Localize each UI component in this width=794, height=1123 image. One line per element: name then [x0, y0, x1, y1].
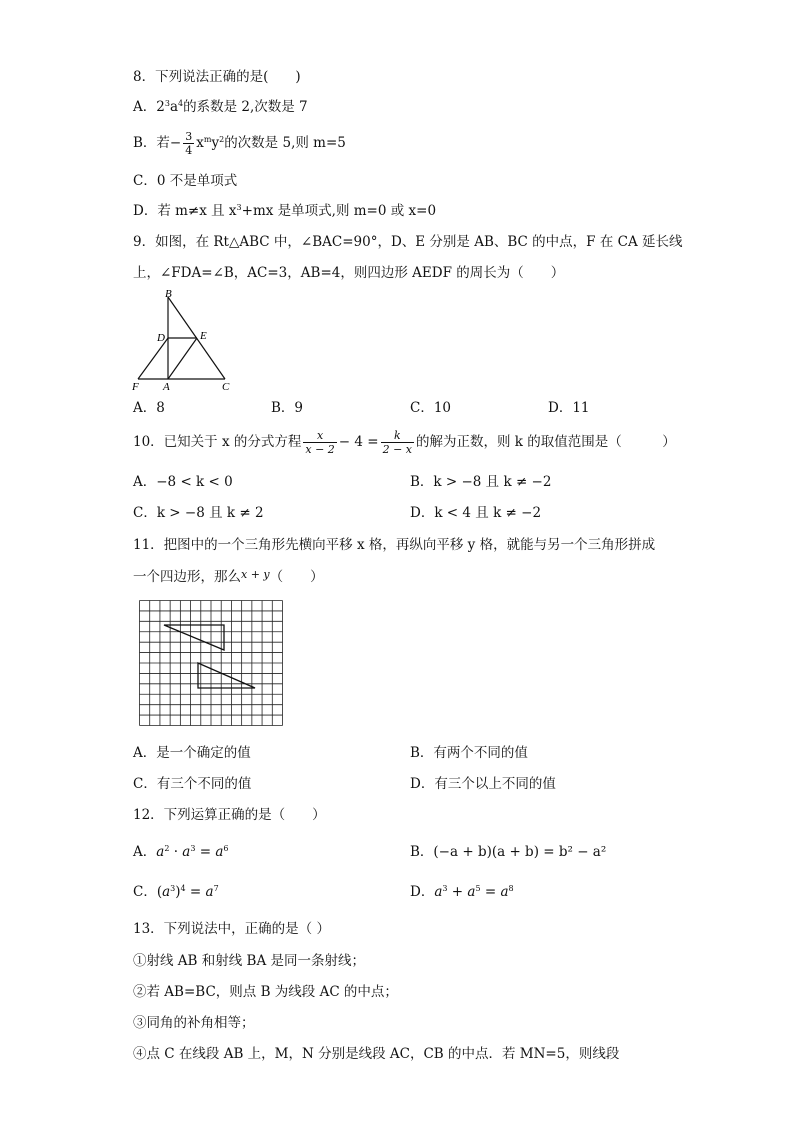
q12-stem: 12．下列运算正确的是（ ） [133, 807, 326, 823]
segment-fd [138, 338, 168, 379]
q9-stem-line2: 上，∠FDA=∠B，AC=3，AB=4，则四边形 AEDF 的周长为（ ） [133, 265, 565, 281]
q9-option-d: D．11 [548, 400, 590, 416]
q12-option-d: D．$a^3 + a^5 = a^8$ [410, 884, 514, 900]
triangle-lower [198, 663, 255, 688]
q8-option-b: B．若− $\frac{3}{4}$ $x^my^2$的次数是 5,则 m=5 [133, 130, 346, 157]
q9-option-c: C．10 [410, 400, 452, 416]
q11-stem-line2: 一个四边形，那么$^{x + y}$（ ） [133, 568, 324, 585]
label-a: A [163, 381, 170, 393]
q13-stem: 13．下列说法中，正确的是（ ） [133, 921, 330, 937]
q9-stem-line1: 9．如图，在 Rt△ABC 中，∠BAC=90°，D、E 分别是 AB、BC 的中点，F 在 CA 延长线 [133, 234, 683, 250]
q13-item-2: ②若 AB=BC，则点 B 为线段 AC 的中点； [133, 984, 398, 1000]
q12-option-a: A．$a^2 \cdot a^3 = a^6$ [133, 844, 229, 860]
q11-stem-line1: 11．把图中的一个三角形先横向平移 x 格，再纵向平移 y 格，就能与另一个三角形拼成 [133, 537, 656, 553]
q11-option-d: D．有三个以上不同的值 [410, 776, 556, 792]
q11-option-a: A．是一个确定的值 [133, 745, 251, 761]
q9-option-b: B．9 [271, 400, 304, 416]
label-b: B [165, 288, 172, 300]
q12-option-b: B．(−a + b)(a + b) = b² − a² [410, 844, 607, 860]
q8-stem: 8．下列说法正确的是( ) [133, 69, 301, 85]
label-f: F [132, 381, 139, 393]
triangle-upper [164, 625, 224, 650]
label-d: D [157, 332, 165, 344]
q11-grid-figure [139, 600, 283, 728]
q13-item-3: ③同角的补角相等； [133, 1015, 255, 1031]
label-e: E [200, 330, 207, 342]
q10-option-a: A．−8 < k < 0 [133, 474, 233, 490]
q10-option-d: D．k < 4 且 k ≠ −2 [410, 505, 542, 521]
q10-option-c: C．k > −8 且 k ≠ 2 [133, 505, 264, 521]
q9-triangle-figure [128, 286, 238, 394]
q10-option-b: B．k > −8 且 k ≠ −2 [410, 474, 552, 490]
q8-option-a: A．$2^3a^4$的系数是 2,次数是 7 [133, 99, 308, 115]
q13-item-1: ①射线 AB 和射线 BA 是同一条射线； [133, 953, 366, 969]
q8-option-c: C．0 不是单项式 [133, 173, 238, 189]
q11-option-c: C．有三个不同的值 [133, 776, 252, 792]
q10-stem: 10．已知关于 x 的分式方程 $\frac{x}{x - 2}$ − 4 = $\frac{k}{2 - x}$ 的解为正数，则 k 的取值范围是（ ） [133, 429, 676, 456]
q8-option-d: D．若 m≠x 且 $x^3+mx$ 是单项式,则 m=0 或 x=0 [133, 203, 437, 219]
q9-option-a: A．8 [133, 400, 165, 416]
q11-option-b: B．有两个不同的值 [410, 745, 528, 761]
segment-ae [168, 338, 197, 379]
q12-option-c: C．$(a^3)^4 = a^7$ [133, 884, 219, 900]
label-c: C [222, 381, 230, 393]
q13-item-4: ④点 C 在线段 AB 上，M，N 分别是线段 AC，CB 的中点．若 MN=5，则线段 [133, 1046, 620, 1062]
